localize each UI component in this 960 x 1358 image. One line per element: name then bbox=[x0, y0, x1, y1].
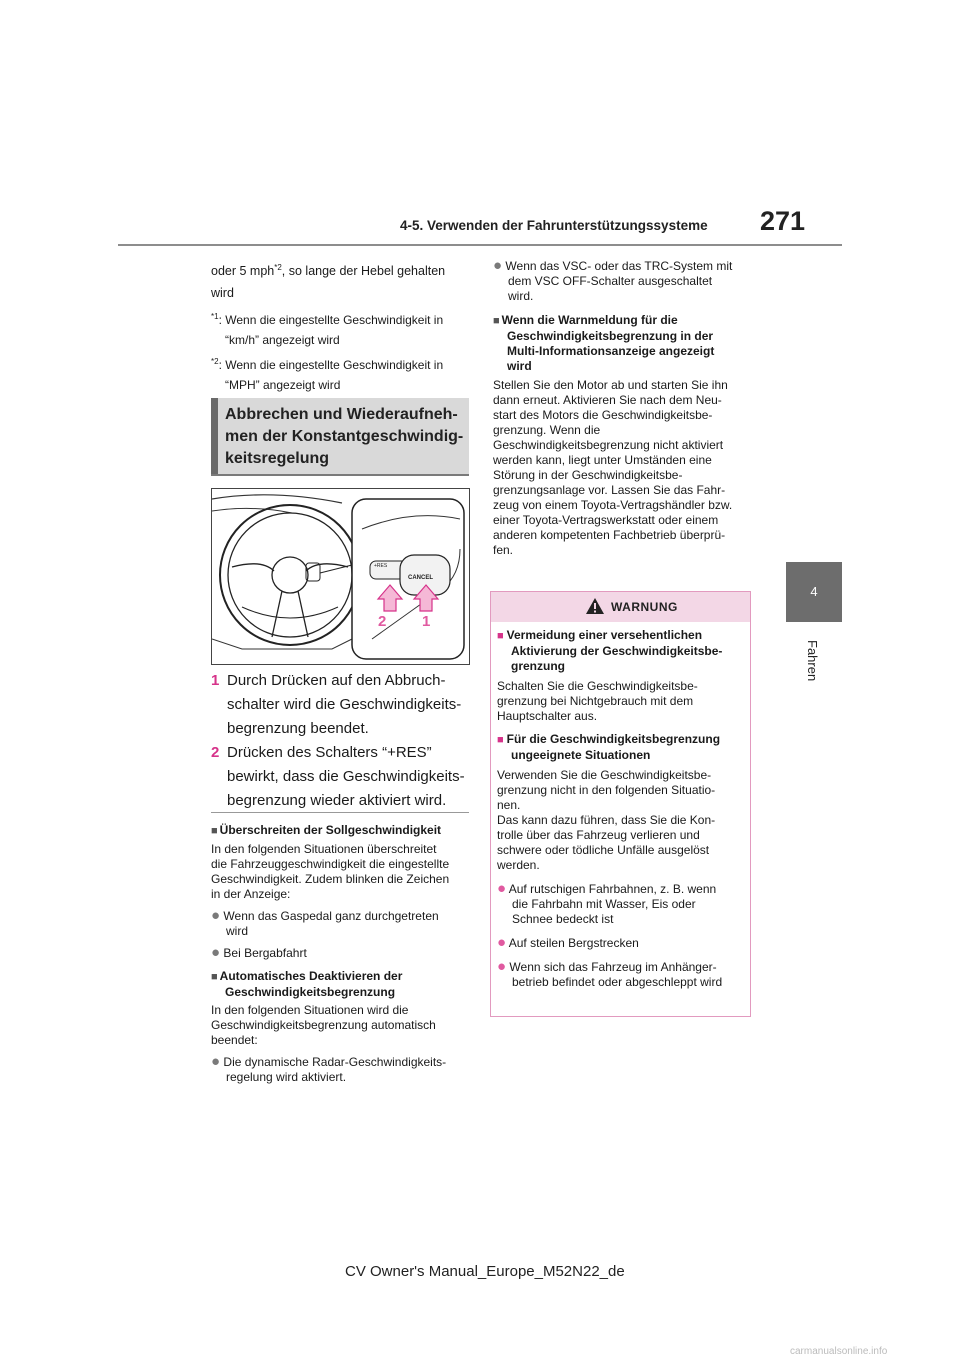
bullet-dot-icon: ● bbox=[497, 880, 507, 897]
list-item bbox=[211, 945, 469, 961]
res-label: +RES bbox=[374, 563, 388, 569]
r-sub-title-b: Geschwindigkeitsbegrenzung in der bbox=[507, 329, 714, 343]
r-para-line: werden kann, liegt unter Umständen eine bbox=[493, 453, 712, 467]
w-s1-a: Vermeidung einer versehentlichen bbox=[506, 628, 703, 642]
r-para-line: grenzungsanlage vor. Lassen Sie das Fahr- bbox=[493, 483, 726, 497]
section-heading bbox=[211, 398, 469, 474]
step-1-line-a bbox=[211, 669, 469, 693]
r-para-line: grenzung. Wenn die bbox=[493, 423, 601, 437]
footnote-2-line-a bbox=[211, 352, 469, 375]
chapter-tab: 4 bbox=[786, 562, 842, 622]
note-auto-off-l3: beendet: bbox=[211, 1033, 258, 1047]
step-1-text-c: begrenzung beendet. bbox=[227, 720, 369, 737]
footnote-2-text-a: : Wenn die eingestellte Geschwindigkeit in bbox=[218, 358, 444, 373]
footnote-1-text-b: “km/h” angezeigt wird bbox=[225, 333, 340, 348]
w-s2-p6: schwere oder tödliche Unfälle ausgelöst bbox=[497, 843, 710, 857]
heading-line-1: Abbrechen und Wiederaufneh- bbox=[225, 406, 458, 423]
step-1-number: 1 bbox=[211, 672, 220, 689]
w-s2-b: ungeeignete Situationen bbox=[511, 748, 651, 762]
list-item bbox=[497, 959, 745, 975]
heading-line-2: men der Konstantgeschwindig- bbox=[225, 428, 464, 445]
divider bbox=[211, 812, 469, 813]
note-overspeed-l2: die Fahrzeuggeschwindigkeit die eingestellte bbox=[211, 857, 450, 871]
bullet-dot-icon: ● bbox=[211, 907, 221, 924]
square-bullet-icon: ■ bbox=[497, 734, 504, 746]
bullet-3-a: Die dynamische Radar-Geschwindigkeits- bbox=[223, 1055, 447, 1069]
intro-sup: *2 bbox=[274, 263, 282, 272]
w-s2-p7: werden. bbox=[497, 858, 540, 872]
w-w2: Auf steilen Bergstrecken bbox=[508, 936, 639, 950]
r-para-line: Störung in der Geschwindigkeitsbe- bbox=[493, 468, 683, 482]
w-s1-a-line bbox=[497, 628, 745, 644]
w-s1-p1: Schalten Sie die Geschwindigkeitsbe- bbox=[497, 679, 698, 693]
w-s2-p3: nen. bbox=[497, 798, 521, 812]
list-item bbox=[493, 258, 751, 274]
w-w1-b: die Fahrbahn mit Wasser, Eis oder bbox=[512, 897, 696, 911]
watermark[interactable]: carmanualsonline.info bbox=[790, 1346, 888, 1357]
list-item bbox=[497, 935, 745, 951]
steering-wheel-figure bbox=[211, 488, 470, 665]
r-para-line: zeug von einem Toyota-Vertragshändler bzw. bbox=[493, 498, 733, 512]
footnote-2-mark: *2 bbox=[211, 357, 219, 367]
square-bullet-icon: ■ bbox=[497, 630, 504, 642]
step-1-text-b: schalter wird die Geschwindigkeits- bbox=[227, 696, 462, 713]
footnote-1-line-a bbox=[211, 307, 469, 330]
r-para-line: Stellen Sie den Motor ab und starten Sie ihn bbox=[493, 378, 728, 392]
intro-line-2: wird bbox=[211, 286, 234, 301]
chapter-label-text: Fahren bbox=[805, 640, 820, 682]
footnote-1 bbox=[211, 307, 469, 350]
list-item bbox=[497, 881, 745, 897]
step-2 bbox=[211, 741, 469, 813]
list-item bbox=[211, 1054, 469, 1070]
bullet-dot-icon: ● bbox=[493, 257, 503, 274]
w-w3-b: betrieb befindet oder abgeschleppt wird bbox=[512, 975, 723, 989]
r-paragraph bbox=[493, 378, 751, 558]
note-auto-off-l2: Geschwindigkeitsbegrenzung automatisch bbox=[211, 1018, 436, 1032]
bullet-2: Bei Bergabfahrt bbox=[223, 946, 307, 960]
note-overspeed bbox=[211, 823, 469, 1085]
r-para-line: dann erneut. Aktivieren Sie nach dem Neu- bbox=[493, 393, 722, 407]
r-bullet-b: dem VSC OFF-Schalter ausgeschaltet bbox=[508, 274, 713, 288]
r-bullet-a: Wenn das VSC- oder das TRC-System mit bbox=[505, 259, 733, 273]
heading-line-3: keitsregelung bbox=[225, 450, 330, 467]
step-2-text-a: Drücken des Schalters “+RES” bbox=[227, 744, 432, 761]
cancel-label: CANCEL bbox=[408, 575, 433, 581]
bullet-dot-icon: ● bbox=[497, 934, 507, 951]
r-bullet-c: wird. bbox=[508, 289, 534, 303]
w-w1-c: Schnee bedeckt ist bbox=[512, 912, 614, 926]
w-s2-a: Für die Geschwindigkeitsbegrenzung bbox=[506, 732, 721, 746]
w-s2-p4: Das kann dazu führen, dass Sie die Kon- bbox=[497, 813, 716, 827]
square-bullet-icon bbox=[211, 969, 220, 983]
bullet-1-b: wird bbox=[226, 924, 249, 938]
step-2-line-a bbox=[211, 741, 469, 765]
heading-text bbox=[225, 404, 463, 470]
r-sub-title-c: Multi-Informationsanzeige angezeigt bbox=[507, 344, 715, 358]
bullet-1-a: Wenn das Gaspedal ganz durchgetreten bbox=[223, 909, 439, 923]
note-auto-off-title-b: Geschwindigkeitsbegrenzung bbox=[225, 985, 396, 999]
header-rule bbox=[118, 244, 842, 246]
note-overspeed-l1: In den folgenden Situationen überschreitet bbox=[211, 842, 437, 856]
w-s2-a-line bbox=[497, 732, 745, 748]
footnote-2 bbox=[211, 352, 469, 395]
r-para-line: start des Motors die Geschwindigkeitsbe- bbox=[493, 408, 713, 422]
note-overspeed-title bbox=[211, 823, 469, 839]
w-s1-b: Aktivierung der Geschwindigkeitsbe- bbox=[511, 644, 723, 658]
r-sub-title-a-line bbox=[493, 313, 751, 329]
step-1 bbox=[211, 669, 469, 741]
note-auto-off-l1: In den folgenden Situationen wird die bbox=[211, 1003, 409, 1017]
step-2-text-b: bewirkt, dass die Geschwindigkeits- bbox=[227, 768, 465, 785]
section-title: 4-5. Verwenden der Fahrunterstützungssysteme bbox=[400, 218, 708, 233]
w-w1-a: Auf rutschigen Fahrbahnen, z. B. wenn bbox=[508, 882, 717, 896]
arrow-1-label: 1 bbox=[422, 613, 431, 630]
intro-b: , so lange der Hebel gehalten bbox=[281, 264, 446, 279]
steering-wheel-illustration bbox=[212, 489, 469, 664]
warning-title: WARNUNG bbox=[611, 600, 678, 614]
intro-text bbox=[211, 258, 469, 395]
bullet-dot-icon: ● bbox=[211, 1053, 221, 1070]
w-s2-p5: trolle über das Fahrzeug verlieren und bbox=[497, 828, 700, 842]
r-para-line: fen. bbox=[493, 543, 514, 557]
intro-a: oder 5 mph bbox=[211, 264, 275, 279]
warning-header bbox=[491, 592, 750, 622]
w-s1-p3: Hauptschalter aus. bbox=[497, 709, 598, 723]
heading-underline bbox=[211, 474, 469, 476]
intro-line-1 bbox=[211, 258, 469, 281]
note-auto-off-title bbox=[211, 969, 469, 985]
bullet-dot-icon: ● bbox=[211, 944, 221, 961]
r-sub-title-d: wird bbox=[507, 359, 532, 373]
footer-text: CV Owner's Manual_Europe_M52N22_de bbox=[345, 1263, 625, 1280]
w-s2-p1: Verwenden Sie die Geschwindigkeitsbe- bbox=[497, 768, 712, 782]
step-1-text-a: Durch Drücken auf den Abbruch- bbox=[227, 672, 446, 689]
footnote-1-text-a: : Wenn die eingestellte Geschwindigkeit in bbox=[218, 313, 444, 328]
heading-bar bbox=[211, 398, 218, 474]
warning-body bbox=[497, 628, 745, 990]
square-bullet-icon bbox=[493, 313, 502, 327]
right-column bbox=[493, 258, 751, 558]
w-s1-c: grenzung bbox=[511, 659, 565, 673]
footnote-2-text-b: “MPH” angezeigt wird bbox=[225, 378, 341, 393]
w-w3-a: Wenn sich das Fahrzeug im Anhänger- bbox=[509, 960, 717, 974]
warning-triangle-icon bbox=[585, 597, 605, 615]
bullet-3-b: regelung wird aktiviert. bbox=[226, 1070, 347, 1084]
chapter-label bbox=[796, 640, 836, 700]
r-para-line: einer Toyota-Vertragswerkstatt oder einem bbox=[493, 513, 719, 527]
w-s1-p2: grenzung bei Nichtgebrauch mit dem bbox=[497, 694, 694, 708]
bullet-dot-icon: ● bbox=[497, 958, 507, 975]
warning-box bbox=[490, 591, 751, 1017]
note-overspeed-l3: Geschwindigkeit. Zudem blinken die Zeichen bbox=[211, 872, 450, 886]
note-overspeed-l4: in der Anzeige: bbox=[211, 887, 291, 901]
page-number: 271 bbox=[760, 206, 806, 236]
r-para-line: Geschwindigkeitsbegrenzung nicht aktiviert bbox=[493, 438, 724, 452]
square-bullet-icon bbox=[211, 823, 220, 837]
w-s2-p2: grenzung nicht in den folgenden Situatio- bbox=[497, 783, 716, 797]
r-sub-title-a: Wenn die Warnmeldung für die bbox=[501, 313, 678, 327]
step-2-text-c: begrenzung wieder aktiviert wird. bbox=[227, 792, 447, 809]
footnote-1-mark: *1 bbox=[211, 312, 219, 322]
list-item bbox=[211, 908, 469, 924]
r-para-line: anderen kompetenten Fachbetrieb überprü- bbox=[493, 528, 726, 542]
note-auto-off-title-a: Automatisches Deaktivieren der bbox=[219, 969, 403, 983]
arrow-2-label: 2 bbox=[378, 613, 387, 630]
note-overspeed-title-text: Überschreiten der Sollgeschwindigkeit bbox=[219, 823, 442, 837]
step-2-number: 2 bbox=[211, 744, 220, 761]
